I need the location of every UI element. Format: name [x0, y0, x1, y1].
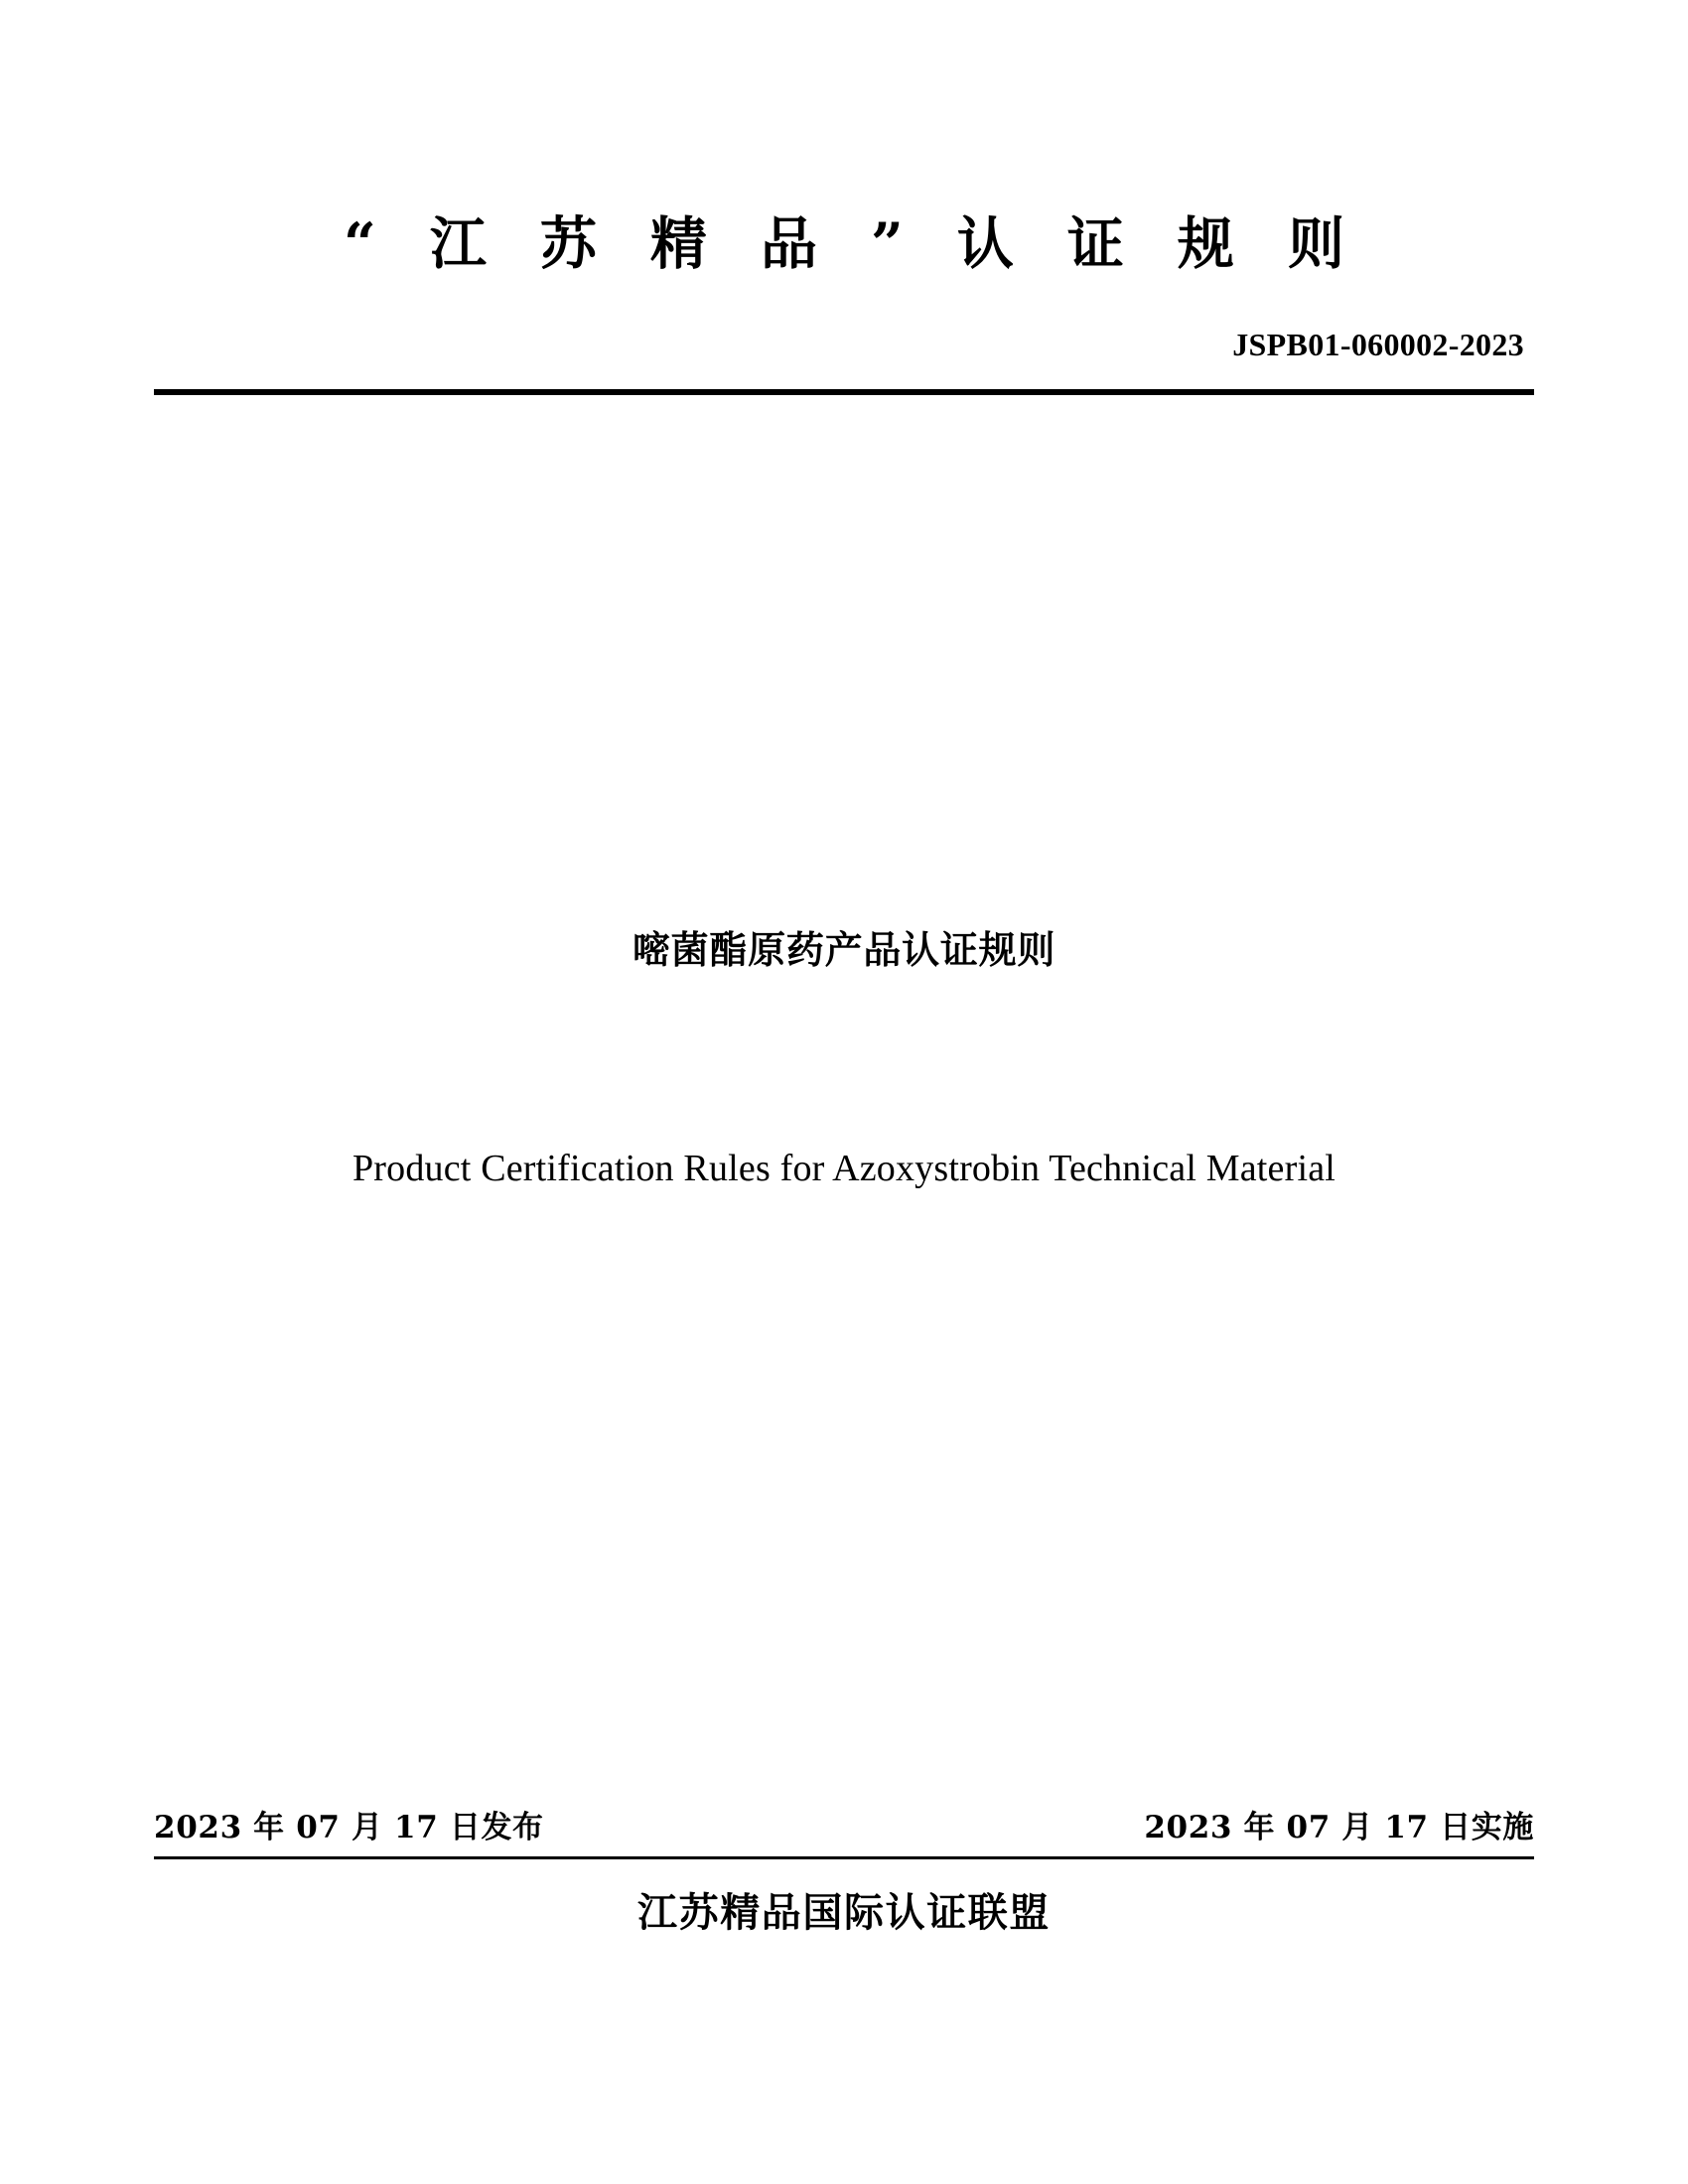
english-subtitle: Product Certification Rules for Azoxystrobin Technical Material — [352, 1148, 1336, 1190]
header-divider — [154, 389, 1534, 395]
document-code: JSPB01-060002-2023 — [1232, 327, 1524, 363]
document-header — [154, 208, 1534, 395]
footer-dates-row — [154, 1802, 1534, 1856]
issuing-organization: 江苏精品国际认证联盟 — [637, 1889, 1051, 1936]
document-body — [154, 923, 1534, 1195]
chinese-subtitle: 嘧菌酯原药产品认证规则 — [632, 927, 1056, 972]
page-title: “ 江 苏 精 品 ” 认 证 规 则 — [344, 210, 1362, 277]
issue-date: 2023 年 07 月 17 日发布 — [154, 1810, 544, 1845]
document-footer — [154, 1802, 1534, 1938]
effective-date: 2023 年 07 月 17 日实施 — [1144, 1810, 1534, 1845]
footer-divider — [154, 1856, 1534, 1859]
